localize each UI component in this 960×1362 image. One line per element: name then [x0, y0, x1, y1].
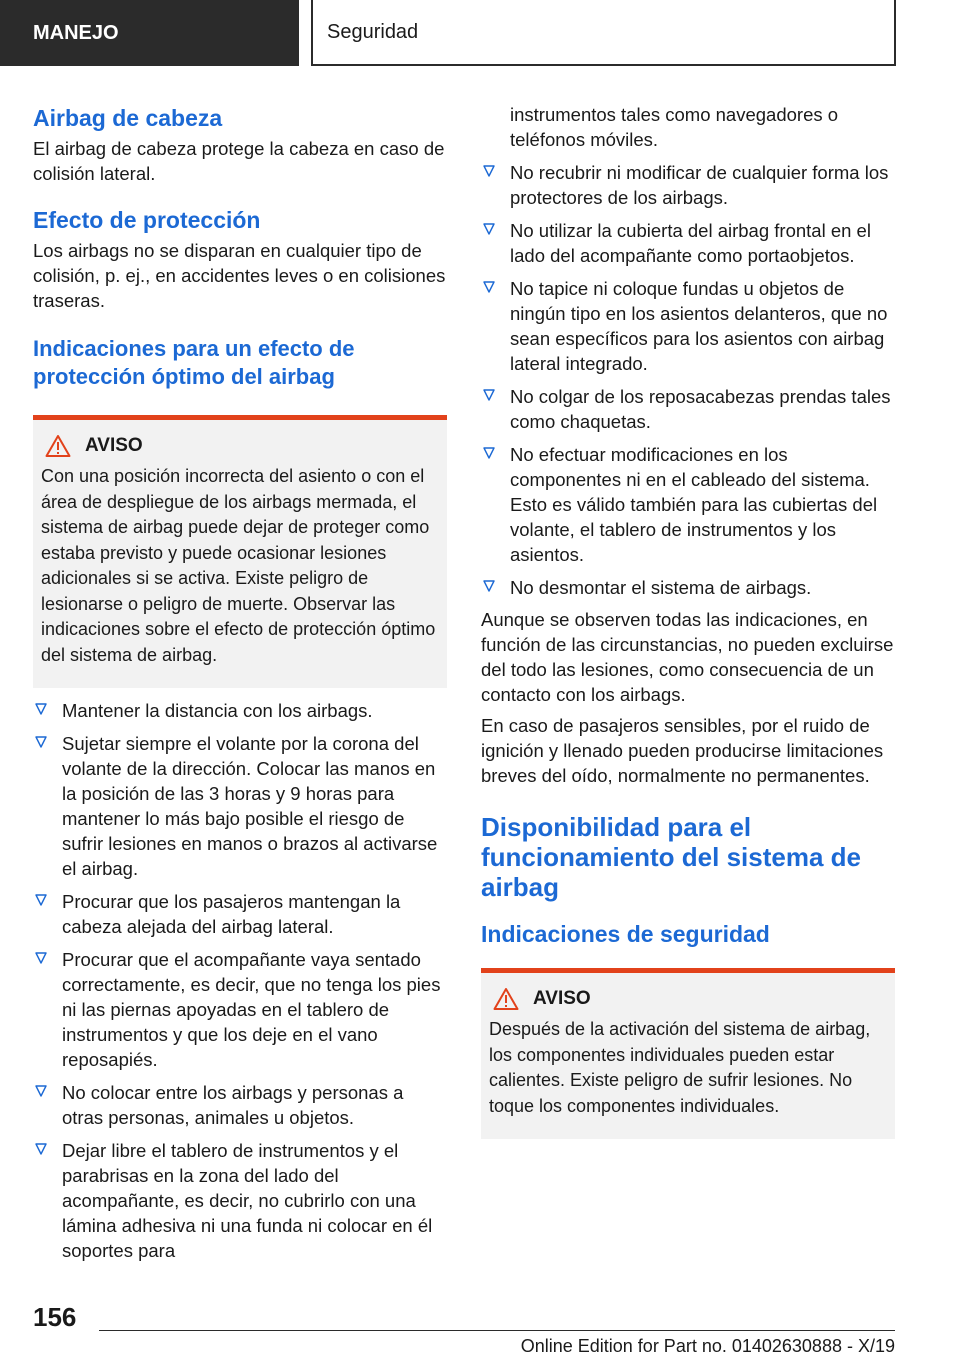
list-item-text: No colgar de los reposacabezas prendas tales como chaquetas. [510, 386, 891, 432]
list-item [33, 698, 447, 723]
heading-disponibilidad: Disponibilidad para el funcionamiento del sistema de airbag [481, 812, 861, 902]
list-item-text: No tapice ni coloque fundas u objetos de ningún tipo en los asientos delanteros, que no sean específicos para los asientos con airbag lateral integrado. [510, 278, 888, 374]
paragraph-pasajeros: En caso de pasajeros sensibles, por el ruido de ignición y llenado pueden producirse limitaciones breves del oído, normalmente no permanentes. [481, 715, 884, 786]
list-item-text: Mantener la distancia con los airbags. [62, 700, 373, 721]
list-item [481, 218, 895, 268]
heading-airbag-cabeza: Airbag de cabeza [33, 105, 223, 131]
warning-title: AVISO [533, 988, 591, 1009]
warning-text: Después de la activación del sistema de airbag, los componentes individuales pueden estar calientes. Existe peligro de sufrir lesiones. No toque los componentes individuales. [489, 1019, 871, 1116]
edition-note: Online Edition for Part no. 01402630888 - X/19 [520, 1336, 895, 1356]
triangle-bullet-icon [35, 1085, 47, 1097]
page-number: 156 [33, 1302, 77, 1332]
triangle-bullet-icon [483, 165, 495, 177]
list-item-text: Sujetar siempre el volante por la corona del volante de la dirección. Colocar las manos en la posición de las 3 horas y 9 horas para mantener lo más bajo posible el riesgo de sufrir lesiones en manos o brazos al activarse el airbag. [62, 733, 438, 879]
list-item-text: No efectuar modificaciones en los componentes ni en el cableado del sistema. Esto es válido también para las cubiertas del volante, el tablero de instrumentos y los asientos. [510, 444, 878, 565]
list-item [481, 160, 895, 210]
chapter-title: Seguridad [327, 20, 419, 43]
list-item [481, 384, 895, 434]
triangle-bullet-icon [35, 703, 47, 715]
triangle-bullet-icon [35, 1143, 47, 1155]
heading-indicaciones-efecto: Indicaciones para un efecto de protección óptimo del airbag [33, 336, 355, 389]
triangle-bullet-icon [483, 281, 495, 293]
list-item-text: Procurar que los pasajeros mantengan la cabeza alejada del airbag lateral. [62, 891, 401, 937]
section-tab [0, 0, 299, 66]
list-item-text: Procurar que el acompañante vaya sentado correctamente, es decir, que no tenga los pies ni las piernas apoyadas en el tablero de instrumentos y que los deje en el vano reposapiés. [62, 949, 441, 1070]
warning-text: Con una posición incorrecta del asiento o con el área de despliegue de los airbags mermada, el sistema de airbag puede dejar de proteger como estaba previsto y puede ocasionar lesiones adicionales si se activa. Existe peligro de lesionarse o peligro de muerte. Observar las indicaciones sobre el efecto de protección óptimo del sistema de airbag. [41, 466, 436, 665]
paragraph-efecto-proteccion: Los airbags no se disparan en cualquier tipo de colisión, p. ej., en accidentes leves o en colisiones traseras. [33, 240, 446, 311]
heading-efecto-proteccion: Efecto de protección [33, 207, 261, 233]
paragraph-airbag-cabeza: El airbag de cabeza protege la cabeza en caso de colisión lateral. [33, 138, 445, 184]
list-item [33, 1138, 447, 1263]
list-item [33, 947, 447, 1072]
list-item-text: Dejar libre el tablero de instrumentos y el parabrisas en la zona del lado del acompañante, es decir, no cubrirlo con una lámina adhesiva ni una funda ni colocar en él soportes para [62, 1140, 433, 1261]
section-title: MANEJO [33, 21, 119, 44]
warning-triangle-icon [493, 987, 519, 1011]
triangle-bullet-icon [483, 580, 495, 592]
list-item [33, 731, 447, 881]
left-column [33, 100, 447, 1263]
heading-indicaciones-seguridad: Indicaciones de seguridad [481, 921, 770, 947]
list-item-text: No recubrir ni modificar de cualquier forma los protectores de los airbags. [510, 162, 889, 208]
triangle-bullet-icon [35, 894, 47, 906]
list-item [33, 889, 447, 939]
list-item-text: No desmontar el sistema de airbags. [510, 577, 812, 598]
chapter-tab [311, 0, 896, 66]
list-item [481, 276, 895, 376]
triangle-bullet-icon [483, 389, 495, 401]
warning-box [481, 968, 895, 1139]
bullet-continuation: instrumentos tales como navegadores o teléfonos móviles. [510, 104, 839, 150]
list-item [481, 575, 895, 600]
list-item-text: No colocar entre los airbags y personas a otras personas, animales u objetos. [62, 1082, 404, 1128]
warning-header [489, 987, 887, 1011]
triangle-bullet-icon [483, 223, 495, 235]
triangle-bullet-icon [35, 952, 47, 964]
footer-divider [99, 1330, 895, 1331]
warning-triangle-icon [45, 434, 71, 458]
triangle-bullet-icon [483, 447, 495, 459]
warning-box [33, 415, 447, 688]
triangle-bullet-icon [35, 736, 47, 748]
warning-title: AVISO [85, 435, 143, 456]
list-item [33, 1080, 447, 1130]
warning-header [41, 434, 439, 458]
right-column [481, 102, 895, 1139]
bullet-list [33, 698, 447, 1263]
list-item-text: No utilizar la cubierta del airbag frontal en el lado del acompañante como portaobjetos. [510, 220, 871, 266]
bullet-list [481, 160, 895, 600]
paragraph-aunque: Aunque se observen todas las indicaciones, en función de las circunstancias, no pueden excluirse del todo las lesiones, como consecuencia de un contacto con los airbags. [481, 609, 894, 705]
list-item [481, 442, 895, 567]
